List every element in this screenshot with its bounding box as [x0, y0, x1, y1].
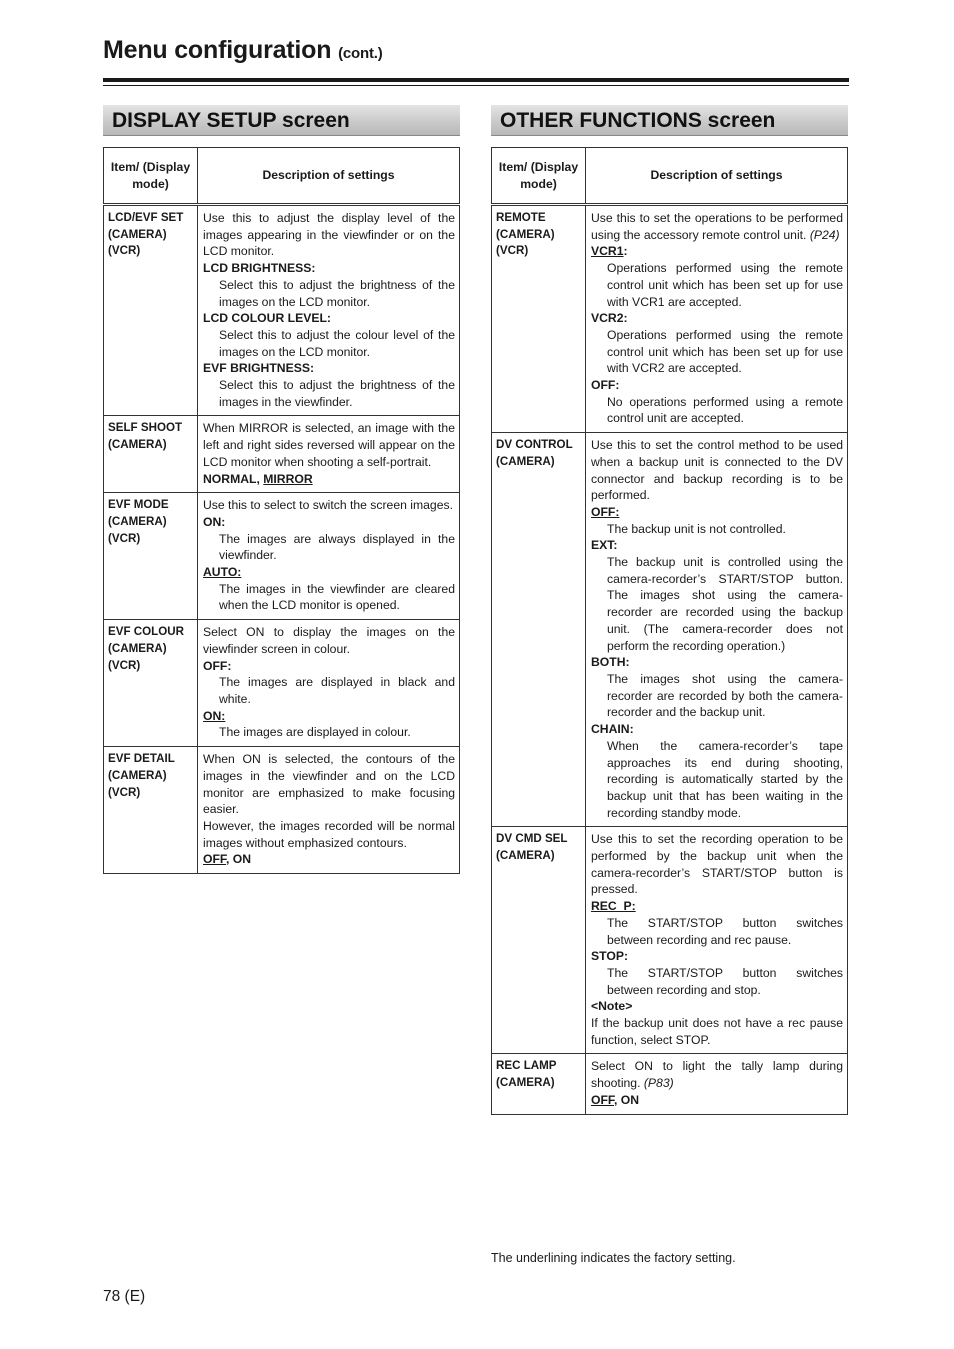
page-title — [103, 34, 849, 70]
setting-item-cell — [492, 433, 586, 827]
other-functions-section — [491, 105, 848, 1115]
table-row — [492, 827, 848, 1054]
text-span: NORMAL — [203, 471, 257, 486]
page-header — [103, 34, 849, 70]
setting-item-name: DV CONTROL — [496, 438, 573, 452]
text-span: Use this to set the operations to be performed using the accessory remote control unit. — [591, 211, 843, 242]
setting-description-cell — [198, 747, 460, 874]
setting-item-cell — [104, 620, 198, 747]
display-mode: (CAMERA) — [496, 849, 555, 863]
setting-item-cell — [104, 493, 198, 620]
option-description: Operations performed using the remote control unit which has been set up for use with VCR1 are accepted. — [607, 261, 843, 309]
setting-item-name: EVF DETAIL — [108, 752, 175, 766]
description-text — [591, 210, 843, 243]
option-label: LCD COLOUR LEVEL: — [203, 311, 331, 326]
setting-item-cell — [104, 416, 198, 493]
display-mode: (VCR) — [108, 785, 141, 799]
option-description: The START/STOP button switches between recording and stop. — [607, 965, 843, 997]
description-text: Use this to set the recording operation to be performed by the backup unit when the camera-recorder’s START/STOP button is pressed. — [591, 832, 843, 897]
page-title-suffix: (cont.) — [338, 45, 383, 62]
option-label: OFF: — [203, 658, 232, 673]
factory-default-value: OFF — [591, 1092, 615, 1107]
display-setup-section — [103, 105, 460, 874]
setting-description-cell — [586, 1054, 848, 1114]
option-description: The images are displayed in colour. — [219, 725, 411, 740]
setting-item-name: EVF COLOUR — [108, 625, 185, 639]
option-label: CHAIN: — [591, 722, 634, 737]
table-row — [492, 1054, 848, 1114]
factory-default-option: REC_P: — [591, 899, 636, 914]
setting-item-name: EVF MODE — [108, 498, 169, 512]
description-text: Select ON to display the images on the viewfinder screen in colour. — [203, 625, 455, 656]
option-label: EXT: — [591, 538, 618, 553]
option-label: ON: — [203, 514, 226, 529]
option-description: The backup unit is not controlled. — [607, 521, 786, 536]
display-mode: (CAMERA) — [108, 768, 167, 782]
display-mode: (VCR) — [496, 244, 529, 258]
display-mode: (CAMERA) — [496, 1076, 555, 1090]
table-header-row — [492, 148, 848, 205]
factory-default-value: MIRROR — [263, 471, 313, 486]
display-mode: (CAMERA) — [496, 227, 555, 241]
setting-item-name: SELF SHOOT — [108, 421, 183, 435]
text-span: : — [623, 244, 628, 259]
option-label — [203, 851, 455, 868]
setting-item-cell — [104, 747, 198, 874]
text-span: , ON — [226, 852, 252, 867]
display-mode: (VCR) — [108, 244, 141, 258]
description-text — [591, 1058, 843, 1091]
display-setup-table — [103, 147, 460, 874]
option-label: <Note> — [591, 999, 633, 1014]
setting-description-cell — [198, 205, 460, 416]
factory-default-option: OFF: — [591, 504, 620, 519]
text-span: (P83) — [643, 1076, 674, 1091]
other-functions-rows — [492, 205, 848, 1115]
option-label: LCD BRIGHTNESS: — [203, 261, 316, 276]
table-row — [104, 416, 460, 493]
setting-item-cell — [104, 205, 198, 416]
other-functions-table — [491, 147, 848, 1115]
option-description: Select this to adjust the brightness of the images in the viewfinder. — [219, 378, 455, 409]
option-description: The images shot using the camera-recorder are recorded by both the camera-recorder and the backup unit. — [607, 671, 843, 720]
setting-item-cell — [492, 827, 586, 1054]
option-description: No operations performed using a remote control unit are accepted. — [607, 394, 843, 426]
table-row — [492, 433, 848, 827]
option-label — [591, 1092, 843, 1109]
display-mode: (VCR) — [108, 658, 141, 672]
table-row — [104, 205, 460, 416]
table-row — [104, 620, 460, 747]
description-text: When ON is selected, the contours of the images in the viewfinder and on the LCD monitor are emphasized to make focusing easier. — [203, 752, 455, 817]
factory-setting-footnote: The underlining indicates the factory setting. — [491, 1251, 736, 1265]
setting-item-cell — [492, 205, 586, 433]
option-description: The backup unit is controlled using the camera-recorder’s START/STOP button. The images shot using the camera-recorder are recorded using the backup unit. (The camera-recorder does not perform the recording operation.) — [607, 555, 843, 653]
display-setup-heading: DISPLAY SETUP screen — [103, 105, 460, 136]
display-mode: (CAMERA) — [496, 454, 555, 468]
option-description: Select this to adjust the colour level of the images on the LCD monitor. — [219, 327, 455, 359]
option-label: VCR2: — [591, 311, 628, 326]
setting-item-name: REMOTE — [496, 211, 546, 224]
description-text: Use this to select to switch the screen images. — [203, 498, 453, 513]
setting-item-name: DV CMD SEL — [496, 832, 568, 846]
setting-description-cell — [586, 205, 848, 433]
description-text: However, the images recorded will be normal images without emphasized contours. — [203, 818, 455, 850]
display-mode: (CAMERA) — [108, 514, 167, 528]
column-header-description: Description of settings — [586, 148, 848, 205]
factory-default-option: AUTO: — [203, 565, 242, 580]
display-setup-rows — [104, 205, 460, 874]
setting-description-cell — [586, 433, 848, 827]
option-description: The START/STOP button switches between recording and rec pause. — [607, 915, 843, 947]
setting-description-cell — [198, 493, 460, 620]
display-mode: (CAMERA) — [108, 641, 167, 655]
display-mode: (CAMERA) — [108, 227, 167, 241]
setting-description-cell — [198, 416, 460, 493]
table-row — [104, 747, 460, 874]
option-label — [203, 471, 455, 488]
option-label: OFF: — [591, 378, 620, 393]
setting-description-cell — [586, 827, 848, 1054]
page-number: 78 (E) — [103, 1288, 146, 1305]
option-description: Select this to adjust the brightness of the images on the LCD monitor. — [219, 277, 455, 309]
header-rule-thin — [103, 85, 849, 86]
option-description: The images are always displayed in the viewfinder. — [219, 531, 455, 563]
description-text: If the backup unit does not have a rec pause function, select STOP. — [591, 1016, 843, 1047]
description-text: Use this to set the control method to be used when a backup unit is connected to the DV connector and backup recording is to be performed. — [591, 438, 843, 503]
display-mode: (CAMERA) — [108, 438, 167, 452]
setting-item-cell — [492, 1054, 586, 1114]
column-header-description: Description of settings — [198, 148, 460, 205]
setting-item-name: LCD/EVF SET — [108, 211, 184, 224]
column-header-item: Item/ (Display mode) — [104, 148, 198, 205]
option-label: BOTH: — [591, 655, 630, 670]
header-rule-thick — [103, 78, 849, 82]
column-header-item: Item/ (Display mode) — [492, 148, 586, 205]
description-text: Use this to adjust the display level of the images appearing in the viewfinder or on the LCD monitor. — [203, 211, 455, 259]
option-description: When the camera-recorder’s tape approaches its end during shooting, recording is automatically started by the backup unit that has been waiting in the recording standby mode. — [607, 738, 843, 820]
setting-description-cell — [198, 620, 460, 747]
text-span: , — [256, 471, 264, 486]
setting-item-name: REC LAMP — [496, 1059, 557, 1073]
option-description: The images are displayed in black and white. — [219, 675, 455, 706]
text-span: (P24) — [809, 227, 840, 242]
page-title-text: Menu configuration — [103, 36, 332, 64]
display-mode: (VCR) — [108, 531, 141, 545]
option-description: The images in the viewfinder are cleared when the LCD monitor is opened. — [219, 581, 455, 613]
other-functions-heading: OTHER FUNCTIONS screen — [491, 105, 848, 136]
option-description: Operations performed using the remote control unit which has been set up for use with VCR2 are accepted. — [607, 327, 843, 376]
option-label: EVF BRIGHTNESS: — [203, 361, 315, 376]
option-label: STOP: — [591, 949, 629, 964]
table-header-row — [104, 148, 460, 205]
factory-default-value: VCR1 — [591, 244, 624, 259]
text-span: , ON — [614, 1092, 640, 1107]
table-row — [492, 205, 848, 433]
option-label — [591, 243, 843, 260]
factory-default-option: ON: — [203, 708, 226, 723]
table-row — [104, 493, 460, 620]
description-text: When MIRROR is selected, an image with the left and right sides reversed will appear on the LCD monitor when shooting a self-portrait. — [203, 421, 455, 469]
factory-default-value: OFF — [203, 852, 227, 867]
text-span: Select ON to light the tally lamp during shooting. — [591, 1059, 843, 1091]
